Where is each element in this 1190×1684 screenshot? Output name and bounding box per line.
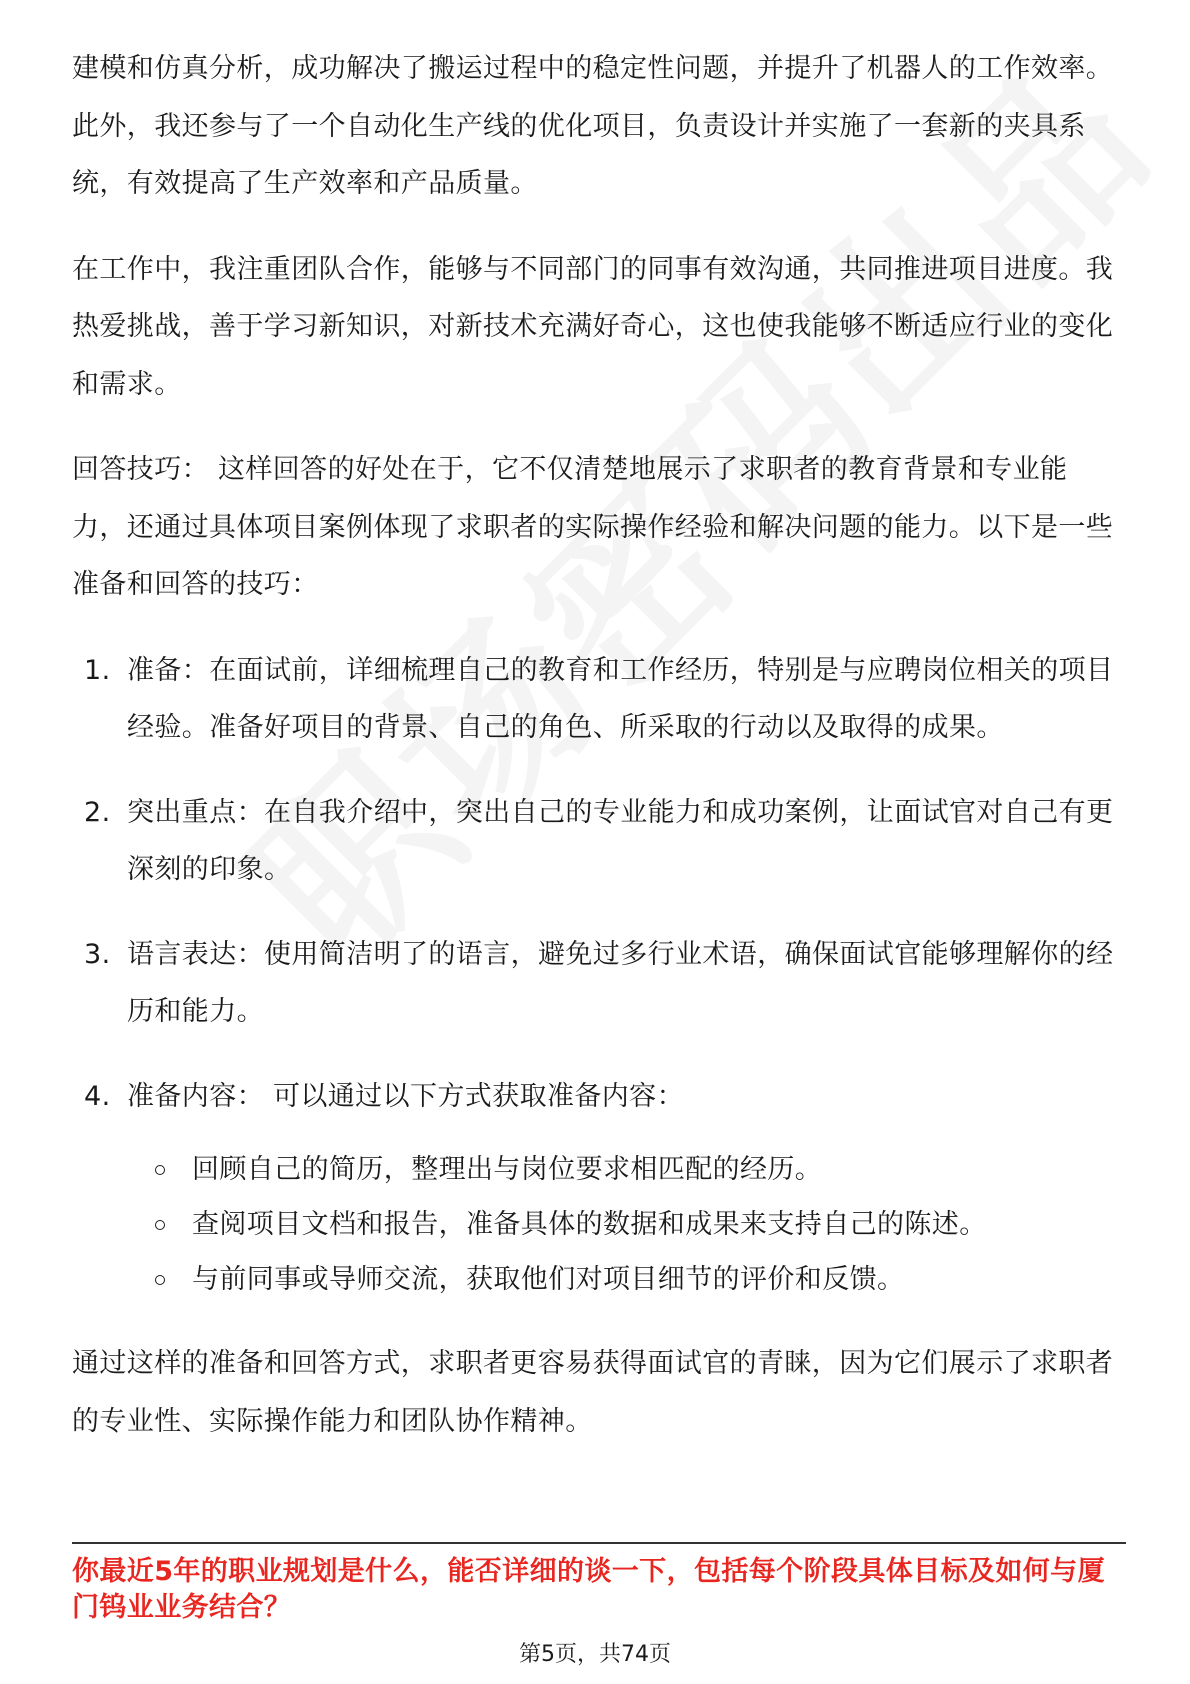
paragraph-answer-tips: 回答技巧： 这样回答的好处在于，它不仅清楚地展示了求职者的教育背景和专业能力，还通过具体项目案例体现了求职者的实际操作经验和解决问题的能力。以下是一些准备和回答的技巧：	[72, 454, 1114, 600]
list-item-text: 准备：在面试前，详细梳理自己的教育和工作经历，特别是与应聘岗位相关的项目经验。准备好项目的背景、自己的角色、所采取的行动以及取得的成果。	[127, 654, 1114, 743]
paragraph-conclusion: 通过这样的准备和回答方式，求职者更容易获得面试官的青睐，因为它们展示了求职者的专业性、实际操作能力和团队协作精神。	[72, 1348, 1114, 1437]
circle-bullet-icon	[155, 1275, 165, 1285]
divider	[72, 1542, 1126, 1544]
list-item-text: 突出重点：在自我介绍中，突出自己的专业能力和成功案例，让面试官对自己有更深刻的印象。	[127, 796, 1114, 885]
sub-list-item	[155, 1252, 1122, 1307]
list-number: 4.	[84, 1080, 111, 1112]
sub-list-item-text: 与前同事或导师交流，获取他们对项目细节的评价和反馈。	[192, 1264, 905, 1295]
list-item	[72, 784, 1122, 899]
sub-list	[127, 1142, 1122, 1307]
list-number: 2.	[84, 796, 111, 828]
sub-list-item-text: 查阅项目文档和报告，准备具体的数据和成果来支持自己的陈述。	[192, 1209, 987, 1240]
list-item	[72, 642, 1122, 757]
list-item	[72, 1068, 1122, 1308]
tips-list	[72, 642, 1122, 1308]
page-number: 第5页，共74页	[519, 1642, 671, 1667]
circle-bullet-icon	[155, 1165, 165, 1175]
document-body	[72, 40, 1122, 1450]
circle-bullet-icon	[155, 1220, 165, 1230]
paragraph-project-experience: 建模和仿真分析，成功解决了搬运过程中的稳定性问题，并提升了机器人的工作效率。此外，我还参与了一个自动化生产线的优化项目，负责设计并实施了一套新的夹具系统，有效提高了生产效率和产品质量。	[72, 53, 1114, 199]
list-item	[72, 926, 1122, 1041]
sub-list-item	[155, 1142, 1122, 1197]
sub-list-item	[155, 1197, 1122, 1252]
paragraph-teamwork: 在工作中，我注重团队合作，能够与不同部门的同事有效沟通，共同推进项目进度。我热爱挑战，善于学习新知识，对新技术充满好奇心，这也使我能够不断适应行业的变化和需求。	[72, 253, 1114, 400]
list-item-text: 语言表达：使用简洁明了的语言，避免过多行业术语，确保面试官能够理解你的经历和能力。	[127, 938, 1114, 1027]
list-number: 3.	[84, 938, 111, 970]
list-number: 1.	[84, 654, 111, 686]
list-item-text: 准备内容： 可以通过以下方式获取准备内容：	[127, 1080, 684, 1112]
next-question-heading: 你最近5年的职业规划是什么，能否详细的谈一下，包括每个阶段具体目标及如何与厦门钨业业务结合？	[72, 1556, 1105, 1623]
sub-list-item-text: 回顾自己的简历，整理出与岗位要求相匹配的经历。	[192, 1154, 823, 1185]
